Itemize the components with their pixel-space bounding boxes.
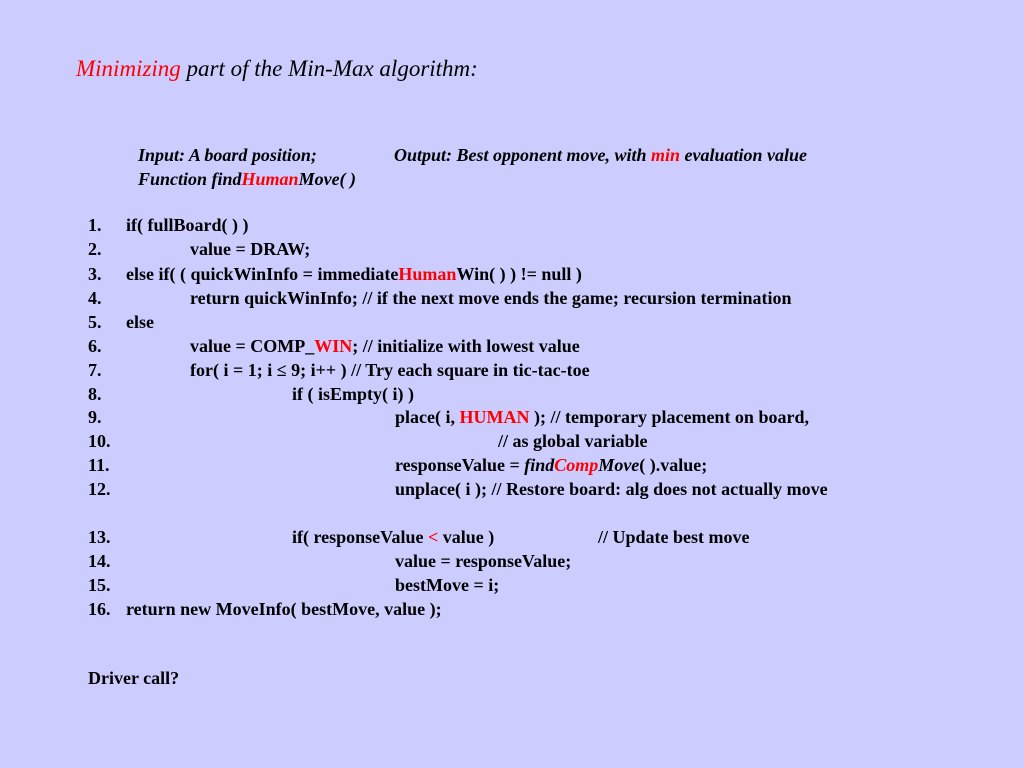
title-minimizing: Minimizing bbox=[76, 56, 181, 81]
input-label: Input: A board position; bbox=[138, 145, 317, 165]
slide-title bbox=[76, 56, 478, 82]
driver-call: Driver call? bbox=[88, 668, 180, 688]
output-label: Output: Best opponent move, with min evaluation value bbox=[394, 145, 808, 165]
function-human: Human bbox=[241, 169, 299, 189]
title-rest: part of the Min-Max algorithm: bbox=[180, 56, 478, 81]
function-label: Function findHumanMove( ) bbox=[138, 169, 357, 189]
output-min: min bbox=[651, 145, 681, 165]
